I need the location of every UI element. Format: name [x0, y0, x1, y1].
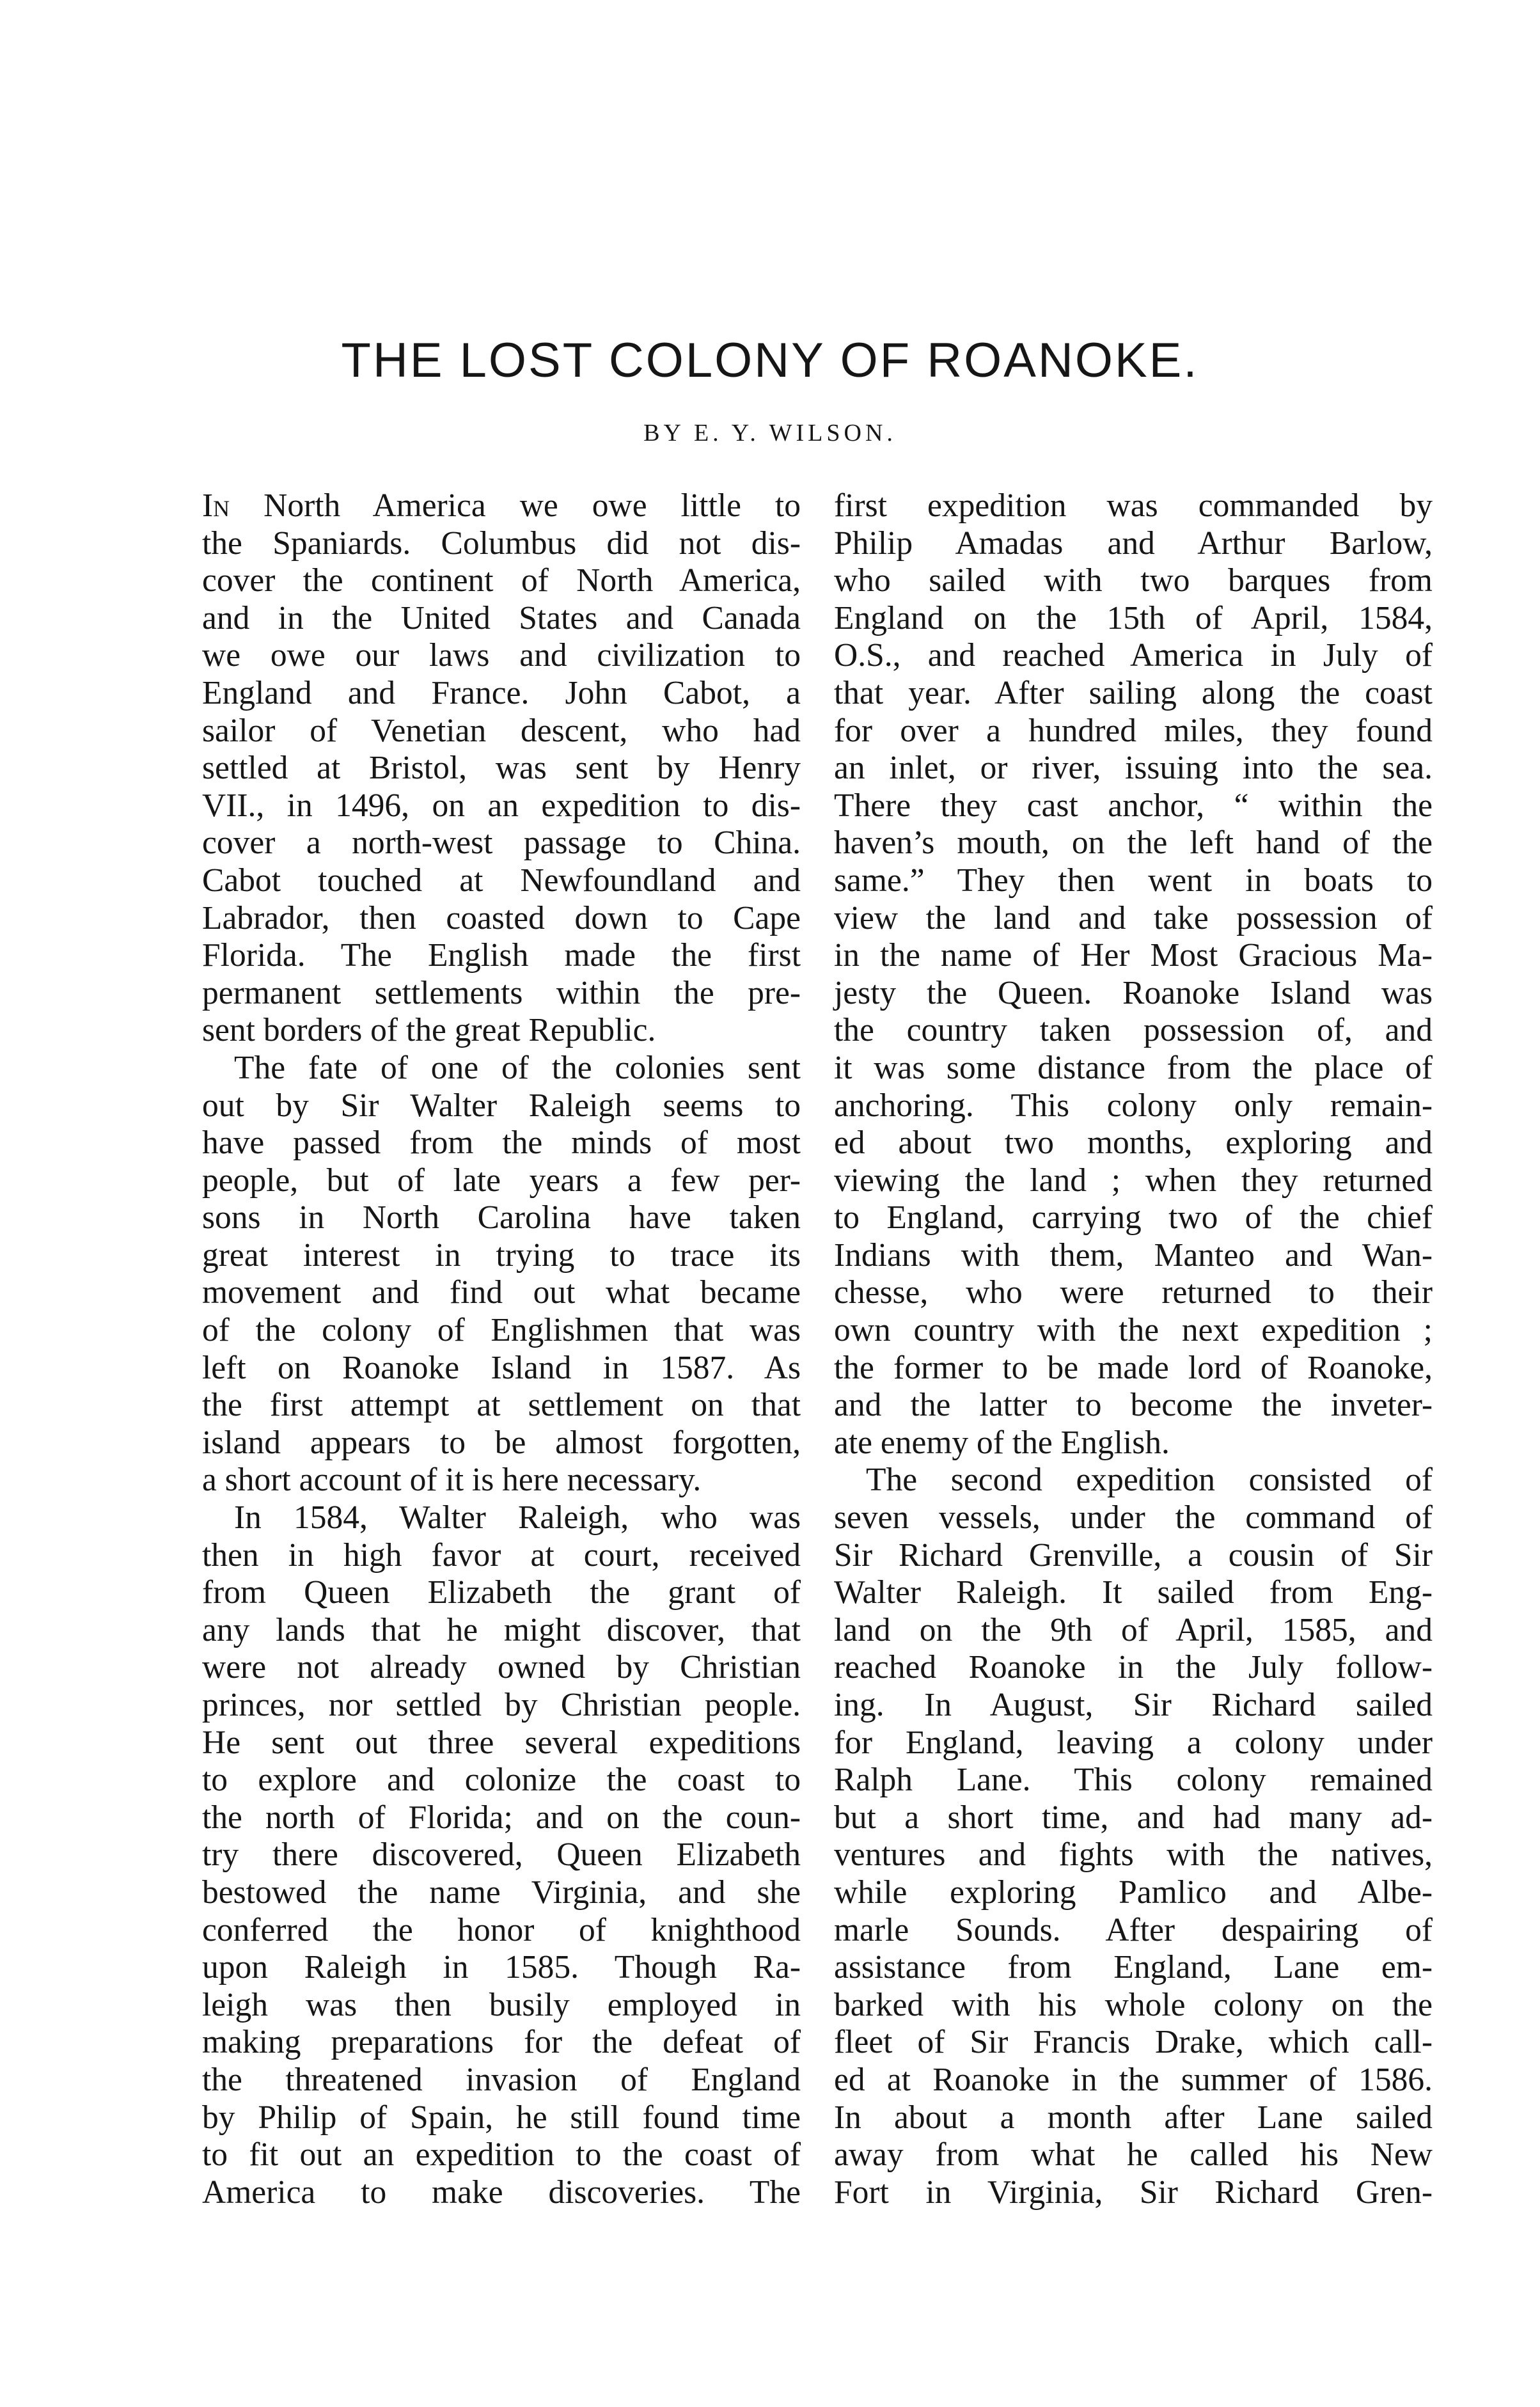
text-line: viewing the land ; when they returned — [834, 1162, 1433, 1199]
text-line: Florida. The English made the first — [202, 937, 801, 974]
text-line: making preparations for the defeat of — [202, 2024, 801, 2061]
text-line: permanent settlements within the pre- — [202, 974, 801, 1011]
text-line: to explore and colonize the coast to — [202, 1762, 801, 1799]
text-line: Walter Raleigh. It sailed from Eng- — [834, 1574, 1433, 1611]
text-line: people, but of late years a few per- — [202, 1162, 801, 1199]
text-line: the threatened invasion of England — [202, 2061, 801, 2098]
text-line: America to make discoveries. The — [202, 2174, 801, 2211]
text-line: left on Roanoke Island in 1587. As — [202, 1349, 801, 1386]
text-line: a short account of it is here necessary. — [202, 1462, 702, 1499]
text-line: and in the United States and Canada — [202, 599, 801, 636]
text-line: great interest in trying to trace its — [202, 1236, 801, 1274]
text-line: but a short time, and had many ad- — [834, 1799, 1433, 1836]
text-line: leigh was then busily employed in — [202, 1986, 801, 2023]
text-line: for England, leaving a colony under — [834, 1724, 1433, 1761]
text-line: first expedition was commanded by — [834, 487, 1433, 524]
text-line: upon Raleigh in 1585. Though Ra- — [202, 1949, 801, 1986]
text-line: O.S., and reached America in July of — [834, 637, 1433, 674]
text-line: ed at Roanoke in the summer of 1586. — [834, 2061, 1433, 2098]
text-line: any lands that he might discover, that — [202, 1611, 801, 1648]
text-line: princes, nor settled by Christian people. — [202, 1687, 801, 1723]
text-line: view the land and take possession of — [834, 899, 1433, 936]
text-line: to fit out an expedition to the coast of — [202, 2136, 801, 2174]
text-line: ing. In August, Sir Richard sailed — [834, 1687, 1433, 1723]
text-line: from Queen Elizabeth the grant of — [202, 1574, 801, 1611]
text-line: England and France. John Cabot, a — [202, 674, 801, 711]
text-line: in the name of Her Most Gracious Ma- — [834, 937, 1433, 974]
text-line: who sailed with two barques from — [834, 562, 1433, 599]
text-line: same.” They then went in boats to — [834, 862, 1433, 899]
text-line: jesty the Queen. Roanoke Island was — [834, 974, 1433, 1011]
text-line: for over a hundred miles, they found — [834, 712, 1433, 749]
text-line: VII., in 1496, on an expedition to dis- — [202, 787, 801, 824]
text-line: Philip Amadas and Arthur Barlow, — [834, 525, 1433, 562]
text-line: sons in North Carolina have taken — [202, 1199, 801, 1236]
text-line: settled at Bristol, was sent by Henry — [202, 750, 801, 787]
text-line: were not already owned by Christian — [202, 1649, 801, 1686]
text-line: sent borders of the great Republic. — [202, 1012, 656, 1049]
text-line: seven vessels, under the command of — [834, 1499, 1433, 1536]
text-line: cover a north-west passage to China. — [202, 825, 801, 862]
text-line: England on the 15th of April, 1584, — [834, 599, 1433, 636]
text-line: barked with his whole colony on the — [834, 1986, 1433, 2023]
text-line: out by Sir Walter Raleigh seems to — [202, 1087, 801, 1124]
right-column — [834, 487, 1433, 2211]
text-line: try there discovered, Queen Elizabeth — [202, 1836, 801, 1874]
text-line: In 1584, Walter Raleigh, who was — [234, 1499, 801, 1536]
text-line: reached Roanoke in the July follow- — [834, 1649, 1433, 1686]
text-line: ventures and fights with the natives, — [834, 1836, 1433, 1874]
text-line: There they cast anchor, “ within the — [834, 787, 1433, 824]
text-line: assistance from England, Lane em- — [834, 1949, 1433, 1986]
text-line: Fort in Virginia, Sir Richard Gren- — [834, 2174, 1433, 2211]
text-line: In North America we owe little to — [202, 487, 801, 524]
drop-initial: In — [202, 487, 230, 524]
text-line: the Spaniards. Columbus did not dis- — [202, 525, 801, 562]
text-line: ate enemy of the English. — [834, 1424, 1170, 1461]
text-line: conferred the honor of knighthood — [202, 1911, 801, 1948]
text-line: and the latter to become the inveter- — [834, 1387, 1433, 1424]
text-line: of the colony of Englishmen that was — [202, 1312, 801, 1349]
text-line: He sent out three several expeditions — [202, 1724, 801, 1761]
text-line: have passed from the minds of most — [202, 1125, 801, 1162]
text-line: haven’s mouth, on the left hand of the — [834, 825, 1433, 862]
text-line: Cabot touched at Newfoundland and — [202, 862, 801, 899]
text-line: movement and find out what became — [202, 1274, 801, 1311]
text-line: Labrador, then coasted down to Cape — [202, 899, 801, 936]
text-line: the first attempt at settlement on that — [202, 1387, 801, 1424]
text-line: island appears to be almost forgotten, — [202, 1424, 801, 1461]
text-line: the country taken possession of, and — [834, 1012, 1433, 1049]
text-line: it was some distance from the place of — [834, 1049, 1433, 1086]
text-line: that year. After sailing along the coast — [834, 674, 1433, 711]
text-line: ed about two months, exploring and — [834, 1125, 1433, 1162]
article-title: THE LOST COLONY OF ROANOKE. — [341, 333, 1199, 388]
left-column — [202, 487, 801, 2211]
text-line: by Philip of Spain, he still found time — [202, 2099, 801, 2136]
text-line: the former to be made lord of Roanoke, — [834, 1349, 1433, 1386]
text-line: In about a month after Lane sailed — [834, 2099, 1433, 2136]
text-line: while exploring Pamlico and Albe- — [834, 1874, 1433, 1911]
text-line: cover the continent of North America, — [202, 562, 801, 599]
text-line: away from what he called his New — [834, 2136, 1433, 2174]
text-line: The fate of one of the colonies sent — [234, 1049, 801, 1086]
text-line: then in high favor at court, received — [202, 1536, 801, 1574]
article-byline: BY E. Y. WILSON. — [643, 420, 897, 446]
text-line: land on the 9th of April, 1585, and — [834, 1611, 1433, 1648]
text-line: anchoring. This colony only remain- — [834, 1087, 1433, 1124]
text-line: the north of Florida; and on the coun- — [202, 1799, 801, 1836]
text-line: Sir Richard Grenville, a cousin of Sir — [834, 1536, 1433, 1574]
text-line: own country with the next expedition ; — [834, 1312, 1433, 1349]
text-line: sailor of Venetian descent, who had — [202, 712, 801, 749]
text-line: Ralph Lane. This colony remained — [834, 1762, 1433, 1799]
text-line: bestowed the name Virginia, and she — [202, 1874, 801, 1911]
text-line: fleet of Sir Francis Drake, which call- — [834, 2024, 1433, 2061]
text-line: marle Sounds. After despairing of — [834, 1911, 1433, 1948]
text-line: an inlet, or river, issuing into the sea. — [834, 750, 1433, 787]
text-line: chesse, who were returned to their — [834, 1274, 1433, 1311]
text-line: to England, carrying two of the chief — [834, 1199, 1433, 1236]
text-line: we owe our laws and civilization to — [202, 637, 801, 674]
text-line: Indians with them, Manteo and Wan- — [834, 1236, 1433, 1274]
text-line: The second expedition consisted of — [866, 1462, 1433, 1499]
